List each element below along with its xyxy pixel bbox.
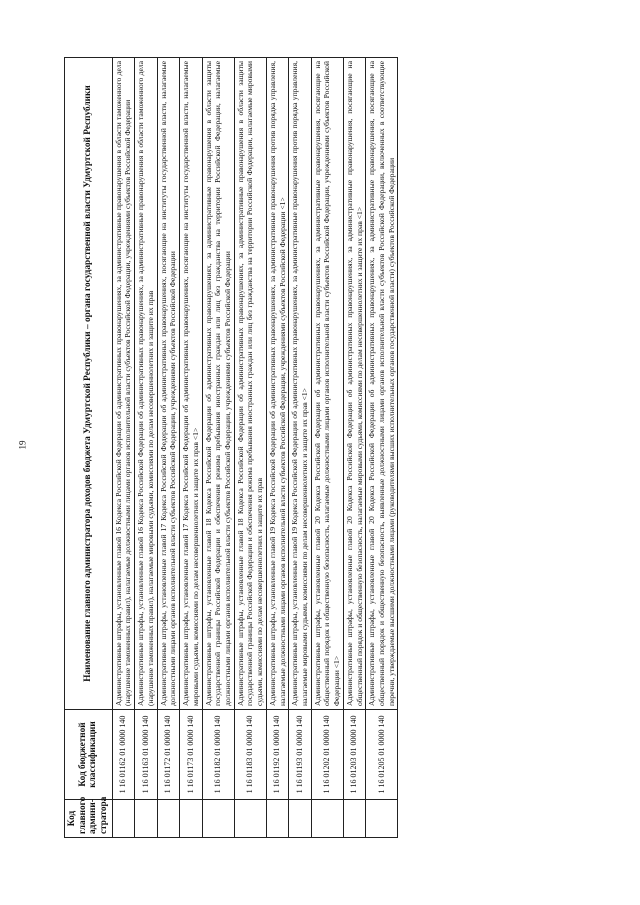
description-cell: Административные штрафы, установленные главой 19 Кодекса Российской Федерации об административных правонарушениях, за административные правонарушения против порядка управления, налагаемые должностными лицами органов исполнительной власти субъектов Российской Федерации, учреждениями субъектов Российской Федерации <1>	[266, 58, 288, 710]
admin-code-cell	[366, 800, 398, 838]
description-cell: Административные штрафы, установленные главой 17 Кодекса Российской Федерации об административных правонарушениях, посягающие на институты государственной власти, налагаемые должностными лицами органов исполнительной власти субъектов Российской Федерации, учреждениями субъектов Российской Федерации	[157, 58, 179, 710]
table-body	[112, 58, 398, 838]
table-row	[311, 58, 343, 838]
table-row	[112, 58, 134, 838]
table-header-row	[65, 58, 113, 838]
table-row	[366, 58, 398, 838]
header-name: Наименование главного администратора доходов бюджета Удмуртской Республики – органа государственной власти Удмуртской Республики	[65, 58, 113, 710]
admin-code-cell	[135, 800, 157, 838]
table-row	[180, 58, 202, 838]
description-cell: Административные штрафы, установленные главой 16 Кодекса Российской Федерации об административных правонарушениях, за административные правонарушения в области таможенного дела (нарушение таможенных правил), налагаемые мировыми судьями, комиссиями по делам несовершеннолетних и защите их прав	[135, 58, 157, 710]
budget-code-cell: 1 16 01205 01 0000 140	[366, 710, 398, 800]
revenue-administrators-table	[64, 57, 398, 838]
description-cell: Административные штрафы, установленные главой 19 Кодекса Российской Федерации об административных правонарушениях, за административные правонарушения против порядка управления, налагаемые мировыми судьями, комиссиями по делам несовершеннолетних и защите их прав <1>	[289, 58, 311, 710]
budget-code-cell: 1 16 01192 01 0000 140	[266, 710, 288, 800]
admin-code-cell	[266, 800, 288, 838]
table-row	[289, 58, 311, 838]
rotated-table-container	[64, 58, 584, 838]
admin-code-cell	[157, 800, 179, 838]
budget-code-cell: 1 16 01182 01 0000 140	[202, 710, 234, 800]
description-cell: Административные штрафы, установленные главой 20 Кодекса Российской Федерации об административных правонарушениях, за административные правонарушения, посягающие на общественный порядок и общественную безопасность, выявленные должностными лицами органов исполнительной власти субъектов Российской Федерации, включенных в соответствующие перечни, утверждаемые высшими должностными лицами (руководителями высших исполнительных органов государственной власти) субъектов Российской Федерации	[366, 58, 398, 710]
admin-code-cell	[180, 800, 202, 838]
budget-code-cell: 1 16 01193 01 0000 140	[289, 710, 311, 800]
description-cell: Административные штрафы, установленные главой 16 Кодекса Российской Федерации об административных правонарушениях, за административные правонарушения в области таможенного дела (нарушение таможенных правил), налагаемые должностными лицами органов исполнительной власти субъектов Российской Федерации, учреждениями субъектов Российской Федерации	[112, 58, 134, 710]
budget-code-cell: 1 16 01202 01 0000 140	[311, 710, 343, 800]
description-cell: Административные штрафы, установленные главой 18 Кодекса Российской Федерации об административных правонарушениях, за административные правонарушения в области защиты государственной границы Российской Федерации и обеспечения режима пребывания иностранных граждан или лиц без гражданства на территории Российской Федерации, налагаемые мировыми судьями, комиссиями по делам несовершеннолетних и защите их прав	[234, 58, 266, 710]
admin-code-cell	[202, 800, 234, 838]
table-row	[266, 58, 288, 838]
budget-code-cell: 1 16 01172 01 0000 140	[157, 710, 179, 800]
description-cell: Административные штрафы, установленные главой 20 Кодекса Российской Федерации об административных правонарушениях, за административные правонарушения, посягающие на общественный порядок и общественную безопасность, налагаемые мировыми судьями, комиссиями по делам несовершеннолетних и защите их прав <1>	[343, 58, 365, 710]
page-number: 19	[17, 440, 28, 450]
table-row	[234, 58, 266, 838]
budget-code-cell: 1 16 01183 01 0000 140	[234, 710, 266, 800]
admin-code-cell	[289, 800, 311, 838]
header-admin-code: Код главного админи-стратора	[65, 800, 113, 838]
table-row	[202, 58, 234, 838]
admin-code-cell	[311, 800, 343, 838]
description-cell: Административные штрафы, установленные главой 18 Кодекса Российской Федерации об административных правонарушениях, за административные правонарушения в области защиты государственной границы Российской Федерации и обеспечения режима пребывания иностранных граждан или лиц без гражданства на территории Российской Федерации, налагаемые должностными лицами органов исполнительной власти субъектов Российской Федерации, учреждениями субъектов Российской Федерации	[202, 58, 234, 710]
header-budget-code: Код бюджетной классификации	[65, 710, 113, 800]
budget-code-cell: 1 16 01163 01 0000 140	[135, 710, 157, 800]
description-cell: Административные штрафы, установленные главой 20 Кодекса Российской Федерации об административных правонарушениях, за административные правонарушения, посягающие на общественный порядок и общественную безопасность, налагаемые должностными лицами органов исполнительной власти субъектов Российской Федерации, учреждениями субъектов Российской Федерации <1>	[311, 58, 343, 710]
table-row	[343, 58, 365, 838]
admin-code-cell	[112, 800, 134, 838]
admin-code-cell	[343, 800, 365, 838]
budget-code-cell: 1 16 01162 01 0000 140	[112, 710, 134, 800]
admin-code-cell	[234, 800, 266, 838]
budget-code-cell: 1 16 01173 01 0000 140	[180, 710, 202, 800]
description-cell: Административные штрафы, установленные главой 17 Кодекса Российской Федерации об административных правонарушениях, посягающие на институты государственной власти, налагаемые мировыми судьями, комиссиями по делам несовершеннолетних и защите их прав <1>	[180, 58, 202, 710]
budget-code-cell: 1 16 01203 01 0000 140	[343, 710, 365, 800]
table-row	[157, 58, 179, 838]
table-row	[135, 58, 157, 838]
